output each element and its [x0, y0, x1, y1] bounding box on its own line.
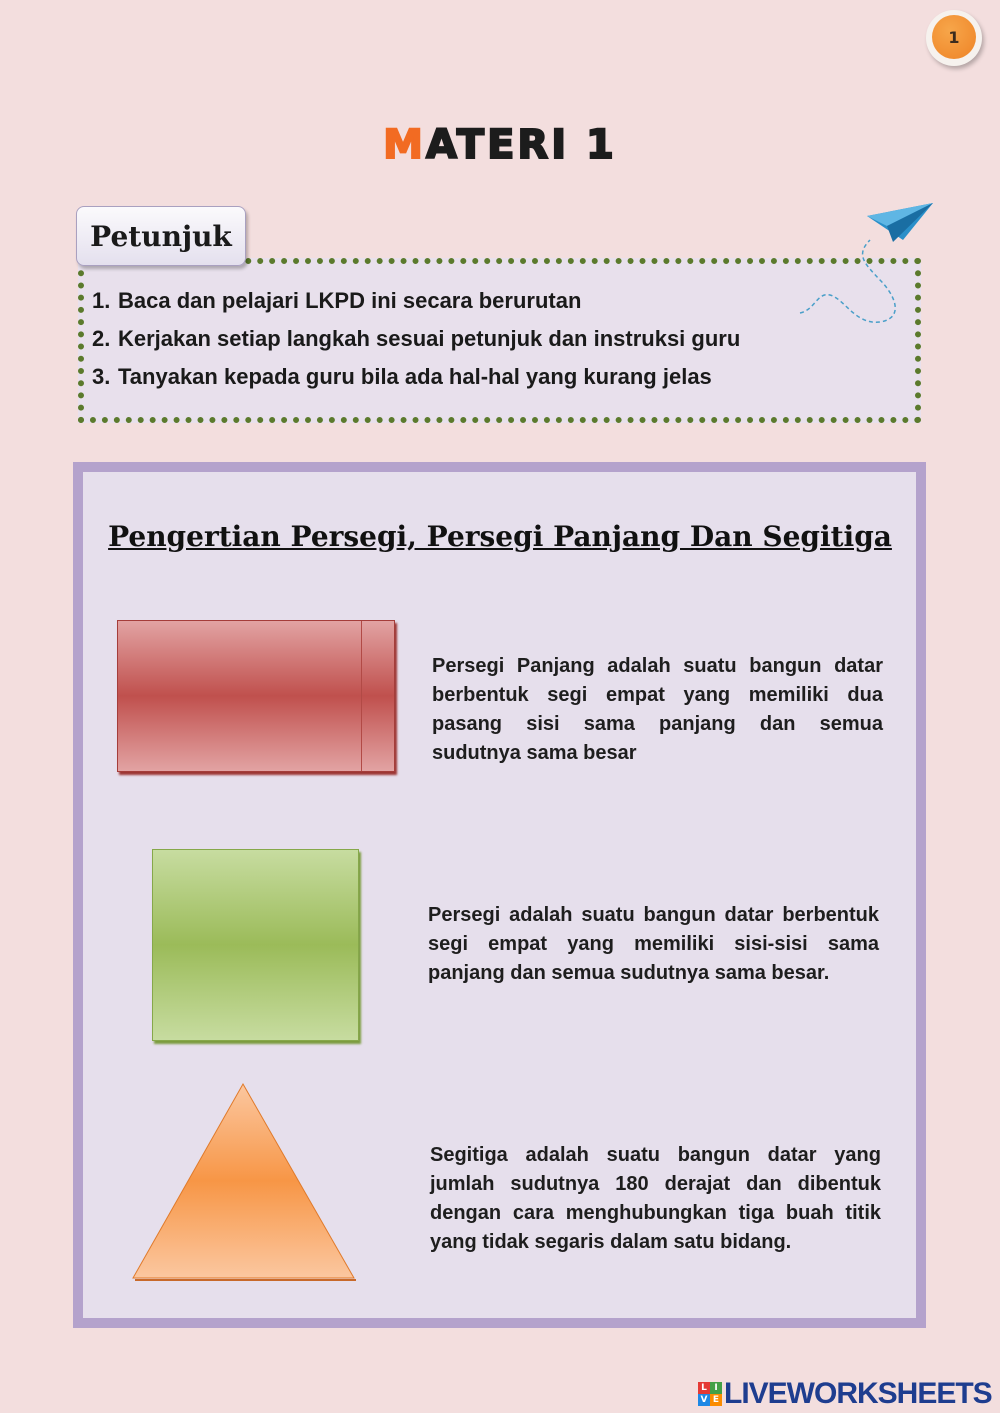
liveworksheets-logo-icon	[698, 1382, 722, 1406]
list-item-number: 3.	[92, 364, 111, 389]
rectangle-divider	[361, 621, 362, 771]
title-rest: ATERI 1	[425, 122, 617, 168]
rectangle-description: Persegi Panjang adalah suatu bangun datar berbentuk segi empat yang memiliki dua pasang sisi sama panjang dan semua sudutnya sama besar	[432, 655, 883, 764]
liveworksheets-logo	[698, 1377, 992, 1411]
page-number-badge	[926, 10, 982, 66]
list-item	[92, 326, 740, 364]
page-title	[0, 122, 1000, 168]
brand-text: LIVEWORKSHEETS	[724, 1377, 992, 1410]
page-number: 1	[932, 15, 976, 59]
list-item	[92, 288, 740, 326]
list-item-text: Tanyakan kepada guru bila ada hal-hal yang kurang jelas	[118, 364, 712, 389]
logo-letter: E	[710, 1394, 722, 1406]
materi-heading: Pengertian Persegi, Persegi Panjang Dan Segitiga	[108, 520, 892, 553]
logo-letter: V	[698, 1394, 710, 1406]
list-item	[92, 364, 740, 402]
triangle-shape	[130, 1082, 360, 1282]
square-shape	[152, 849, 359, 1041]
rectangle-shape	[117, 620, 395, 772]
logo-letter: L	[698, 1382, 710, 1394]
logo-letter: I	[710, 1382, 722, 1394]
list-item-text: Baca dan pelajari LKPD ini secara berurutan	[118, 288, 582, 313]
paper-plane-icon	[795, 200, 940, 330]
petunjuk-label: Petunjuk	[76, 206, 246, 266]
title-first-letter: M	[383, 122, 426, 168]
square-description: Persegi adalah suatu bangun datar berbentuk segi empat yang memiliki sisi-sisi sama panjang dan semua sudutnya sama besar.	[428, 904, 879, 984]
list-item-number: 1.	[92, 288, 111, 313]
triangle-description: Segitiga adalah suatu bangun datar yang jumlah sudutnya 180 derajat dan dibentuk dengan cara menghubungkan tiga buah titik yang tidak segaris dalam satu bidang.	[430, 1144, 881, 1253]
petunjuk-list	[92, 288, 740, 402]
list-item-text: Kerjakan setiap langkah sesuai petunjuk dan instruksi guru	[118, 326, 741, 351]
list-item-number: 2.	[92, 326, 111, 351]
